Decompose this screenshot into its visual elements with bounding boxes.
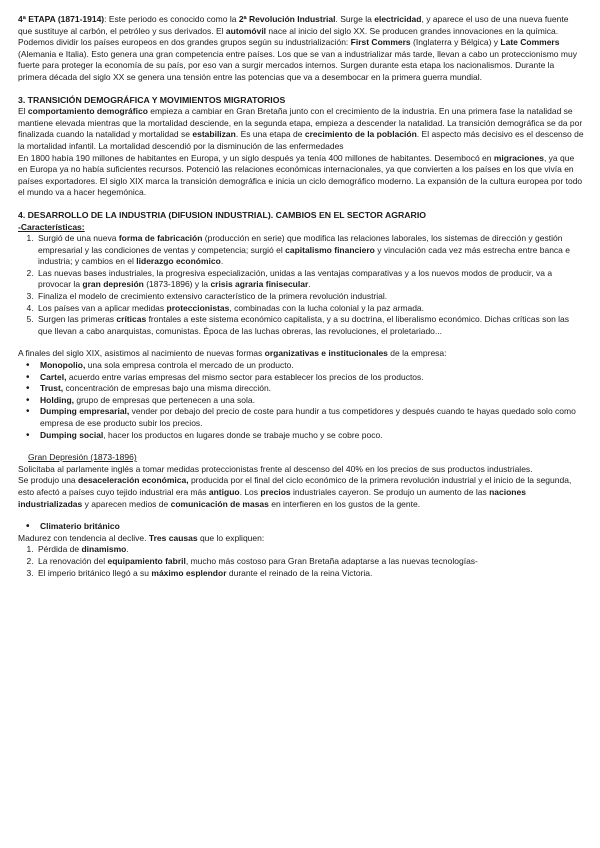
- text-run: En 1800 había 190 millones de habitantes en Europa, y un siglo después ya tenía 400 millones de habitantes. Desembocó en: [18, 152, 494, 163]
- text-run: Madurez con tendencia al declive.: [18, 532, 149, 543]
- text-run: que lo expliquen:: [197, 532, 265, 543]
- text-run: A finales del siglo XIX, asistimos al nacimiento de nuevas formas: [18, 348, 265, 359]
- text-run: grupo de empresas que pertenecen a una sola.: [74, 394, 255, 405]
- text-run: nace al inicio del siglo XX. Se producen grandes innovaciones en la química. Podemos dividir los países europeos en dos grandes grupos según su industrialización:: [18, 25, 559, 48]
- bold-term: antiguo: [208, 486, 240, 497]
- list-item: [36, 268, 584, 291]
- section4-heading: 4. DESARROLLO DE LA INDUSTRIA (DIFUSION INDUSTRIAL). CAMBIOS EN EL SECTOR AGRARIO: [18, 209, 427, 220]
- text-run: : Este periodo es conocido como la: [104, 14, 239, 24]
- bold-term: 4ª ETAPA (1871-1914): [18, 14, 105, 24]
- bold-term: migraciones: [493, 152, 544, 163]
- section3-paragraph-2: [18, 153, 584, 199]
- bold-term: proteccionistas: [166, 302, 230, 313]
- text-run: concentración de empresas bajo una misma dirección.: [63, 383, 272, 394]
- text-run: Surgen las primeras: [38, 314, 117, 325]
- text-run: .: [126, 544, 129, 555]
- bold-term: First Commers: [350, 37, 411, 48]
- bold-term: comportamiento demográfico: [27, 106, 148, 117]
- bold-term: estabilizan: [192, 129, 236, 140]
- text-run: El imperio británico llegó a su: [38, 567, 152, 578]
- bold-term: comunicación de masas: [170, 498, 269, 509]
- text-run: . El aspecto más decisivo es el descenso de la mortalidad infantil. La mortalidad descendió por la disminución de las enfermedades: [18, 129, 584, 151]
- list-item: [36, 430, 584, 442]
- text-run: , y aparece el uso de una nueva fuente que sustituye al carbón, el petróleo y sus derivados. El: [18, 14, 569, 36]
- bold-term: forma de fabricación: [118, 233, 203, 244]
- list-item: [36, 568, 584, 580]
- caracteristicas-list: [18, 233, 584, 337]
- climaterio-heading: • Climaterio británico: [36, 521, 584, 533]
- bold-term: electricidad: [374, 14, 422, 24]
- text-run: y aparecen medios de: [82, 498, 171, 509]
- text-run: , hacer los productos en lugares donde se trabaje mucho y se cobre poco.: [103, 429, 383, 440]
- bold-term: Trust,: [40, 383, 64, 394]
- bold-term: naciones industrializadas: [18, 486, 526, 509]
- list-item: [36, 291, 584, 303]
- gran-depresion-paragraph-1: [18, 464, 584, 476]
- formas-intro: [18, 348, 584, 360]
- text-run: El: [18, 106, 28, 117]
- list-item: [36, 303, 584, 315]
- bold-term: dinamismo: [81, 544, 127, 555]
- list-item: [36, 314, 584, 337]
- text-run: . Surge la: [335, 14, 375, 24]
- text-run: . Los: [239, 486, 261, 497]
- climaterio-heading-list: [18, 521, 584, 533]
- text-run: empieza a cambiar en Gran Bretaña junto con el crecimiento de la industria. En una primera fase la natalidad se mantiene elevada mientras que la mortalidad desciende, en la segunda etapa, empieza a descender la natalidad. La transición demográfica se da por finalizada cuando la natalidad y mortalidad se: [18, 106, 583, 140]
- text-run: . Es una etapa de: [235, 129, 305, 140]
- text-run: (Alemania e Italia). Esto genera una gran competencia entre países. Los que se van a industrializar más tarde, llevan a cabo un proteccionismo muy fuerte para proteger la economía de su país, por eso van a surgir mercados internos. Surgen durante esta etapa los nacionalismos. Durante la primera década del siglo XX se genera una tensión entre las potencias que va a desembocar en la primera guerra mundial.: [18, 48, 577, 82]
- document-page: [18, 14, 584, 579]
- climaterio-intro: [18, 533, 584, 545]
- bold-term: precios: [260, 486, 291, 497]
- text-run: La renovación del: [38, 555, 108, 566]
- text-run: vender por debajo del precio de coste para hundir a tus competidores y después cuando te hayas quedado solo como empresa de ese producto subir los precios.: [40, 406, 576, 428]
- text-run: Pérdida de: [38, 544, 82, 555]
- bold-term: Dumping social: [40, 429, 104, 440]
- text-run: Los países van a aplicar medidas: [38, 302, 167, 313]
- bold-term: crisis agraria finisecular: [210, 279, 309, 290]
- formas-list: [18, 360, 584, 441]
- text-run: Finaliza el modelo de crecimiento extensivo característico de la primera revolución industrial.: [38, 291, 388, 302]
- bold-term: Dumping empresarial,: [40, 406, 130, 417]
- bold-term: desaceleración económica,: [78, 475, 189, 486]
- gran-depresion-paragraph-2: [18, 475, 584, 510]
- text-run: una sola empresa controla el mercado de un producto.: [85, 360, 294, 371]
- section3-heading: 3. TRANSICIÓN DEMOGRÁFICA Y MOVIMIENTOS MIGRATORIOS: [18, 94, 286, 105]
- bold-term: críticas: [116, 314, 147, 325]
- list-item: [36, 383, 584, 395]
- bold-term: 2ª Revolución Industrial: [238, 14, 336, 24]
- text-run: .: [220, 256, 224, 267]
- list-item: [36, 360, 584, 372]
- text-run: Se produjo una: [18, 475, 79, 486]
- text-run: Solicitaba al parlamente inglés a tomar medidas proteccionistas frente al descenso del 40% en los precios de sus productos industriales.: [18, 463, 533, 474]
- text-run: , combinadas con la lucha colonial y la paz armada.: [229, 302, 425, 313]
- text-run: producida por el final del ciclo económico de la primera revolución industrial y el inicio de la segunda, esto afectó a países cuyo tejido industrial era más: [18, 475, 572, 497]
- text-run: industriales cayeron. Se produjo un aumento de las: [290, 486, 490, 497]
- bold-term: Monopolio,: [40, 360, 86, 371]
- caracteristicas-heading: -Características:: [18, 221, 85, 232]
- list-item: [36, 372, 584, 384]
- bold-term: Holding,: [40, 394, 74, 405]
- bold-term: automóvil: [225, 25, 267, 36]
- bold-term: Cartel,: [40, 371, 67, 382]
- bold-term: equipamiento fabril: [107, 555, 186, 566]
- bold-term: Late Commers: [500, 37, 560, 48]
- bold-term: máximo esplendor: [151, 567, 227, 578]
- bold-term: crecimiento de la población: [304, 129, 417, 140]
- text-run: (Inglaterra y Bélgica) y: [410, 37, 501, 48]
- text-run: frontales a este sistema económico capitalista, y a su doctrina, el liberalismo económico. Dichas críticas son las que llevan a cabo anarquistas, comunistas. Época de las luchas obreras, las revoluciones, el proletariado...: [38, 314, 570, 336]
- causas-list: [18, 544, 584, 579]
- bold-term: organizativas e institucionales: [264, 348, 388, 359]
- etapa4-paragraph: [18, 14, 584, 84]
- bold-term: Tres causas: [148, 532, 198, 543]
- list-item: [36, 406, 584, 429]
- list-item: [36, 556, 584, 568]
- text-run: durante el reinado de la reina Victoria.: [226, 567, 373, 578]
- text-run: (producción en serie) que modifica las relaciones laborales, los sistemas de dirección y gestión empresarial y las condiciones de ventas y competencia; surgió el: [38, 233, 563, 255]
- bold-term: liderazgo económico: [136, 256, 221, 267]
- text-run: , mucho más costoso para Gran Bretaña adaptarse a las nuevas tecnologías-: [185, 555, 478, 566]
- text-run: acuerdo entre varias empresas del mismo sector para establecer los precios de los productos.: [66, 371, 424, 382]
- text-run: y vinculación cada vez más estrecha entre banca e industria; y cambios en el: [38, 244, 570, 267]
- text-run: Las nuevas bases industriales, la progresiva especialización, unidas a las ventajas comparativas y a los nuevos modos de producir, va a provocar la: [38, 267, 553, 290]
- list-item: [36, 395, 584, 407]
- list-item: [36, 233, 584, 268]
- bold-term: gran depresión: [82, 279, 144, 290]
- section3-paragraph-1: [18, 106, 584, 152]
- text-run: en interfieren en los gustos de la gente.: [268, 498, 421, 509]
- text-run: de la empresa:: [387, 348, 447, 359]
- list-item: [36, 544, 584, 556]
- text-run: (1873-1896) y la: [143, 279, 211, 290]
- text-run: , ya que en Europa ya no había suficientes recursos. Potenció las relaciones económicas internacionales, ya que convierten a los países en los que vivía en países exportadores. El siglo XIX marca la transición demográfica e inicia un ciclo demográfico moderno. La expansión de la cultura europea por todo el mundo va a hacer hegemónica.: [18, 152, 583, 198]
- gran-depresion-heading: Gran Depresión (1873-1896): [28, 452, 137, 463]
- text-run: .: [308, 279, 311, 290]
- text-run: Surgió de una nueva: [38, 233, 119, 244]
- bold-term: capitalismo financiero: [285, 244, 375, 255]
